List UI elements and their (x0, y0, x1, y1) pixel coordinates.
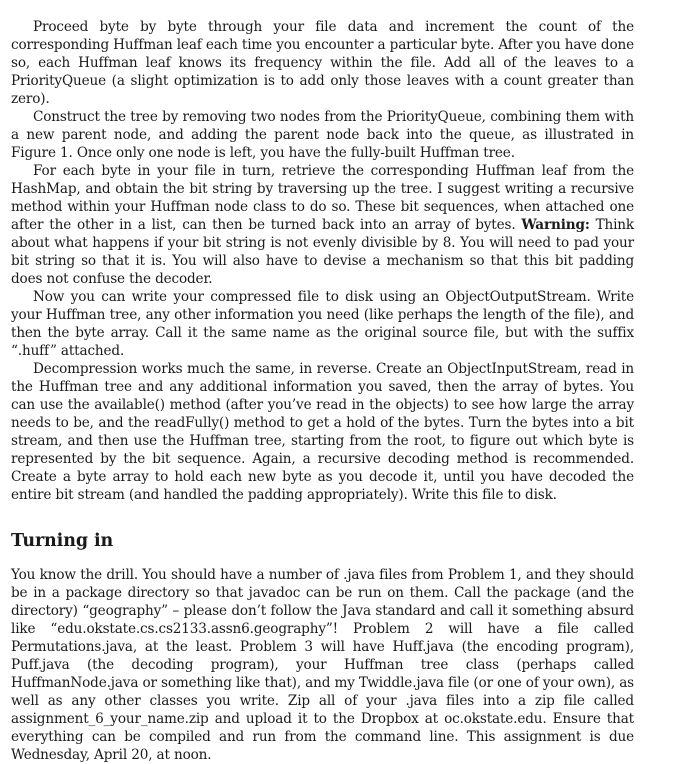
paragraph-decompression: Decompression works much the same, in reverse. Create an ObjectInputStream, read in the Huffman tree and any additional information you saved, then the array of bytes. You can use the available() method (after you’ve read in the objects) to see how large the array needs to be, and the readFully() method to get a hold of the bytes. Turn the bytes into a bit stream, and then use the Huffman tree, starting from the root, to figure out which byte is represented by the bit sequence. Again, a recursive decoding method is recommended. Create a byte array to hold each new byte as you decode it, until you have decoded the entire bit stream (and handled the padding appropriately). Write this file to disk. (11, 361, 634, 503)
section-heading-turning-in: Turning in (11, 531, 114, 551)
paragraph-tree-construction: Construct the tree by removing two nodes from the PriorityQueue, combining them with a new parent node, and adding the parent node back into the queue, as illustrated in Figure 1. Once only one node is left, you have the fully-built Huffman tree. (11, 109, 634, 161)
bit-strings-text: For each byte in your file in turn, retrieve the corresponding Huffman leaf from the HashMap, and obtain the bit string by traversing up the tree. I suggest writing a recursive method within your Huffman node class to do so. These bit sequences, when attached one after the other in a list, can then be turned back into an array of bytes. (11, 163, 634, 233)
warning-text: Think about what happens if your bit string is not evenly divisible by 8. You will need to pad your bit string so that it is. You will also have to devise a mechanism so that this bit padding does not confuse the decoder. (11, 217, 634, 287)
paragraph-leaf-counting: Proceed byte by byte through your file data and increment the count of the corresponding Huffman leaf each time you encounter a particular byte. After you have done so, each Huffman leaf knows its frequency within the file. Add all of the leaves to a PriorityQueue (a slight optimization is to add only those leaves with a count greater than zero). (11, 19, 634, 107)
warning-label: Warning: (521, 217, 590, 233)
paragraph-bit-strings (11, 162, 634, 288)
paragraph-turning-in: You know the drill. You should have a number of .java files from Problem 1, and they should be in a package directory so that javadoc can be run on them. Call the package (and the directory) “geography” – please don’t follow the Java standard and call it something absurd like “edu.okstate.cs.cs2133.assn6.geography”! Problem 2 will have a file called Permutations.java, at the least. Problem 3 will have Huff.java (the encoding program), Puff.java (the decoding program), your Huffman tree class (perhaps called HuffmanNode.java or something like that), and my Twiddle.java file (or one of your own), as well as any other classes you write. Zip all of your .java files into a zip file called assignment_6_your_name.zip and upload it to the Dropbox at oc.okstate.edu. Ensure that everything can be compiled and run from the command line. This assignment is due Wednesday, April 20, at noon. (11, 567, 634, 763)
document-page (11, 18, 634, 764)
paragraph-write-compressed: Now you can write your compressed file to disk using an ObjectOutputStream. Write your Huffman tree, any other information you need (like perhaps the length of the file), and then the byte array. Call it the same name as the original source file, but with the suffix “.huff” attached. (11, 289, 634, 359)
